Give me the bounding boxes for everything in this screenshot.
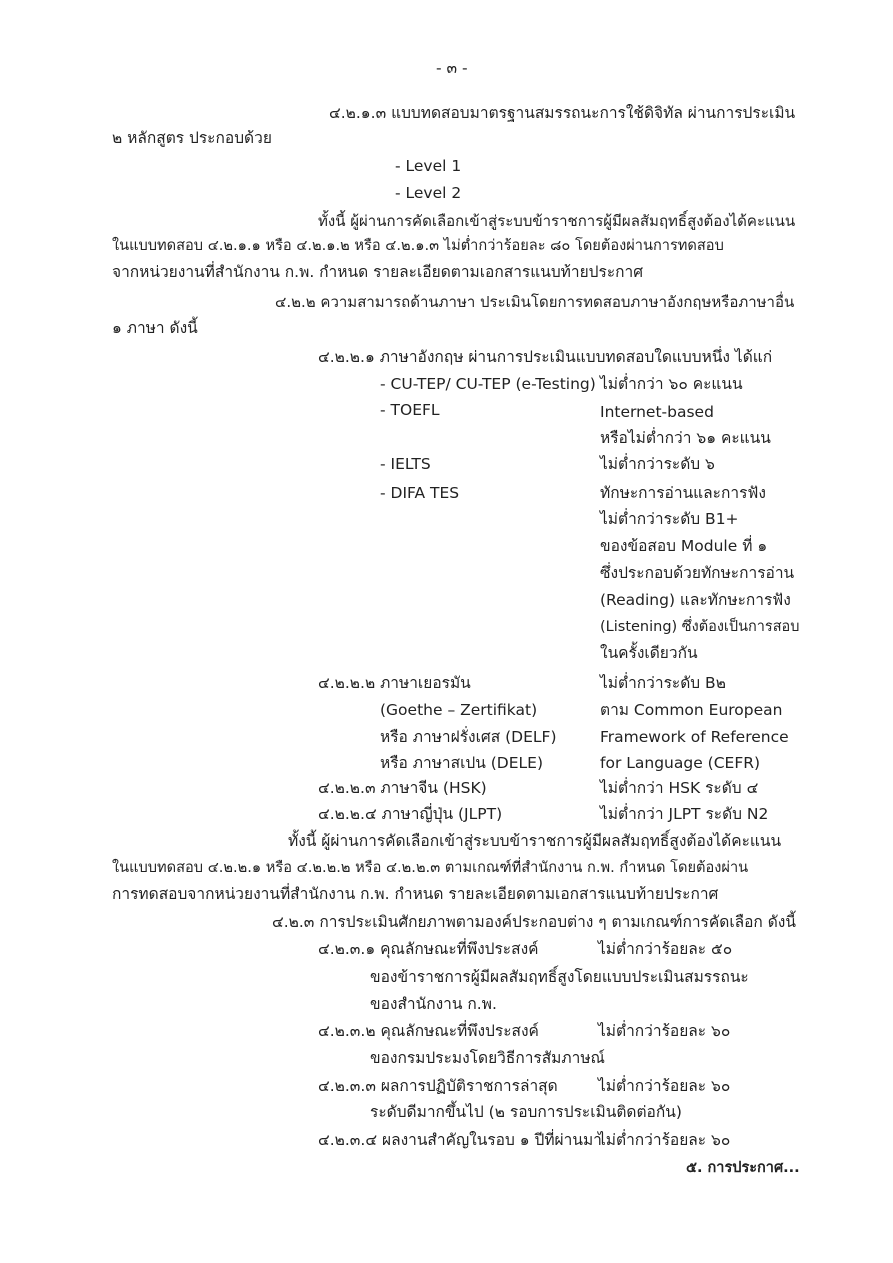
- difa-criteria-6: (Listening) ซึ่งต้องเป็นการสอบ: [600, 619, 800, 635]
- ielts-criteria: ไม่ต่ำกว่าระดับ ๖: [600, 455, 715, 473]
- level-2-item: - Level 2: [395, 184, 462, 202]
- difa-criteria-5: (Reading) และทักษะการฟัง: [600, 591, 791, 609]
- section-4223-right: ไม่ต่ำกว่า HSK ระดับ ๔: [600, 779, 759, 797]
- cutep-name: - CU-TEP/ CU-TEP (e-Testing): [380, 375, 596, 393]
- toefl-criteria-2: หรือไม่ต่ำกว่า ๖๑ คะแนน: [600, 429, 771, 447]
- para2-line1: ทั้งนี้ ผู้ผ่านการคัดเลือกเข้าสู่ระบบข้าราชการผู้มีผลสัมฤทธิ์สูงต้องได้คะแนน: [288, 832, 782, 850]
- section-4233-left: ๔.๒.๓.๓ ผลการปฏิบัติราชการล่าสุด: [318, 1077, 558, 1095]
- section-4213-line2: ๒ หลักสูตร ประกอบด้วย: [112, 129, 272, 147]
- section-4232-cont-1: ของกรมประมงโดยวิธีการสัมภาษณ์: [370, 1049, 605, 1067]
- section-4234-left: ๔.๒.๓.๔ ผลงานสำคัญในรอบ ๑ ปีที่ผ่านมา: [318, 1131, 602, 1149]
- section-423: ๔.๒.๓ การประเมินศักยภาพตามองค์ประกอบต่าง ๆ ตามเกณฑ์การคัดเลือก ดังนี้: [272, 913, 796, 931]
- toefl-criteria-1: Internet-based: [600, 403, 714, 421]
- section-4231-left: ๔.๒.๓.๑ คุณลักษณะที่พึงประสงค์: [318, 940, 539, 958]
- section-4222-left-1: ๔.๒.๒.๒ ภาษาเยอรมัน: [318, 674, 471, 692]
- section-4232-left: ๔.๒.๓.๒ คุณลักษณะที่พึงประสงค์: [318, 1022, 539, 1040]
- section-4222-right-3: Framework of Reference: [600, 728, 789, 746]
- ielts-name: - IELTS: [380, 455, 431, 473]
- section-422-line2: ๑ ภาษา ดังนี้: [112, 319, 198, 337]
- section-4222-left-3: หรือ ภาษาฝรั่งเศส (DELF): [380, 728, 557, 746]
- para1-line1: ทั้งนี้ ผู้ผ่านการคัดเลือกเข้าสู่ระบบข้าราชการผู้มีผลสัมฤทธิ์สูงต้องได้คะแนน: [318, 212, 796, 230]
- para2-line3: การทดสอบจากหน่วยงานที่สำนักงาน ก.พ. กำหนด รายละเอียดตามเอกสารแนบท้ายประกาศ: [112, 885, 719, 903]
- section-4222-left-2: (Goethe – Zertifikat): [380, 701, 538, 719]
- section-4234-right: ไม่ต่ำกว่าร้อยละ ๖๐: [598, 1131, 731, 1149]
- section-4222-right-2: ตาม Common European: [600, 701, 783, 719]
- difa-criteria-2: ไม่ต่ำกว่าระดับ B1+: [600, 510, 739, 528]
- section-4221-heading: ๔.๒.๒.๑ ภาษาอังกฤษ ผ่านการประเมินแบบทดสอบใดแบบหนึ่ง ได้แก่: [318, 348, 773, 366]
- para1-line3: จากหน่วยงานที่สำนักงาน ก.พ. กำหนด รายละเอียดตามเอกสารแนบท้ายประกาศ: [112, 263, 644, 281]
- section-4222-right-1: ไม่ต่ำกว่าระดับ B๒: [600, 674, 726, 692]
- difa-criteria-4: ซึ่งประกอบด้วยทักษะการอ่าน: [600, 564, 795, 582]
- cutep-criteria: ไม่ต่ำกว่า ๖๐ คะแนน: [600, 375, 743, 393]
- page-number: - ๓ -: [436, 59, 468, 77]
- section-4232-right: ไม่ต่ำกว่าร้อยละ ๖๐: [598, 1022, 731, 1040]
- section-4231-right: ไม่ต่ำกว่าร้อยละ ๕๐: [598, 940, 733, 958]
- footer-next-page: ๕. การประกาศ...: [686, 1160, 800, 1176]
- section-4231-cont-1: ของข้าราชการผู้มีผลสัมฤทธิ์สูงโดยแบบประเมินสมรรถนะ: [370, 968, 749, 986]
- section-422-line1: ๔.๒.๒ ความสามารถด้านภาษา ประเมินโดยการทดสอบภาษาอังกฤษหรือภาษาอื่น: [275, 293, 795, 311]
- section-4224-left: ๔.๒.๒.๔ ภาษาญี่ปุ่น (JLPT): [318, 805, 503, 823]
- section-4223-left: ๔.๒.๒.๓ ภาษาจีน (HSK): [318, 779, 487, 797]
- difa-criteria-1: ทักษะการอ่านและการฟัง: [600, 484, 766, 502]
- difa-name: - DIFA TES: [380, 484, 460, 502]
- section-4224-right: ไม่ต่ำกว่า JLPT ระดับ N2: [600, 805, 769, 823]
- toefl-name: - TOEFL: [380, 401, 440, 419]
- section-4213-line1: ๔.๒.๑.๓ แบบทดสอบมาตรฐานสมรรถนะการใช้ดิจิทัล ผ่านการประเมิน: [329, 104, 796, 122]
- para2-line2: ในแบบทดสอบ ๔.๒.๒.๑ หรือ ๔.๒.๒.๒ หรือ ๔.๒.๒.๓ ตามเกณฑ์ที่สำนักงาน ก.พ. กำหนด โดยต้องผ่าน: [112, 859, 749, 876]
- section-4222-right-4: for Language (CEFR): [600, 754, 761, 772]
- section-4233-right: ไม่ต่ำกว่าร้อยละ ๖๐: [598, 1077, 731, 1095]
- level-1-item: - Level 1: [395, 157, 462, 175]
- section-4233-cont-1: ระดับดีมากขึ้นไป (๒ รอบการประเมินติดต่อกัน): [370, 1103, 682, 1121]
- section-4222-left-4: หรือ ภาษาสเปน (DELE): [380, 754, 543, 772]
- difa-criteria-7: ในครั้งเดียวกัน: [600, 644, 698, 662]
- difa-criteria-3: ของข้อสอบ Module ที่ ๑: [600, 537, 768, 555]
- para1-line2: ในแบบทดสอบ ๔.๒.๑.๑ หรือ ๔.๒.๑.๒ หรือ ๔.๒.๑.๓ ไม่ต่ำกว่าร้อยละ ๘๐ โดยต้องผ่านการทดสอบ: [112, 237, 724, 254]
- section-4231-cont-2: ของสำนักงาน ก.พ.: [370, 995, 497, 1013]
